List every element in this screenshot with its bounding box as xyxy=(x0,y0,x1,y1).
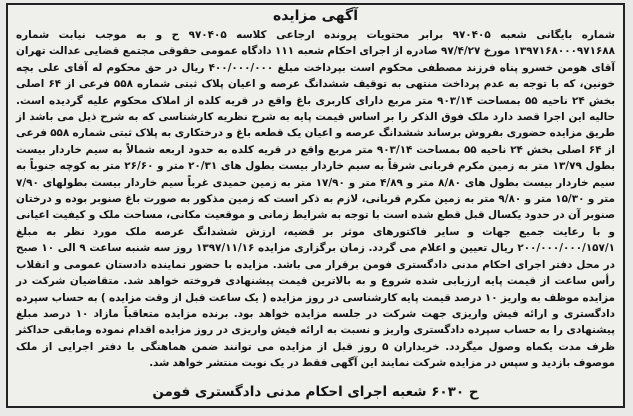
auction-notice xyxy=(6,3,625,408)
notice-title: آگهی مزایده xyxy=(272,8,358,24)
notice-footer: ح ۶۰۳۰ شعبه اجرای احکام مدنی دادگستری فومن xyxy=(152,384,479,400)
notice-body-text: شماره بایگانی شعبه ۹۷۰۴۰۵ برابر محتویات پرونده ارجاعی کلاسه ۹۷۰۴۰۵ ح و به موجب نیابت شماره ۱۳۹۷۱۶۸۰۰۰۹۷۱۶۸۸ مورخ ۹۷/۴/۲۷ صادره از اجرای احکام شعبه ۱۱۱ دادگاه عمومی حقوقی مجتمع قضایی عدالت تهران آقای هومن خسرو پناه فرزند مصطفی محکوم است بپرداخت مبلغ ۴۰۰/۰۰۰/۰۰۰ ریال در حق محکوم له آقای علی بچه خونین، که با توجه به عدم پرداخت منتهی به توقیف ششدانگ عرصه و اعیان پلاک ثبتی شماره ۵۵۸ فرعی از ۶۴ اصلی بخش ۲۴ ناحیه ۵۵ بمساحت ۹۰۳/۱۴ متر مربع دارای کاربری باغ واقع در قریه کلده از املاک محکوم علیه گردیده است. حالیه این اجرا قصد دارد ملک فوق الذکر را بر اساس قیمت پایه به شرح نظریه کارشناسی که به شرح ذیل می باشد از طریق مزایده حضوری بفروش برساند ششدانگ عرصه و اعیان یک قطعه باغ و درختکاری به پلاک ثبتی شماره ۵۵۸ فرعی از ۶۴ اصلی بخش ۲۴ ناحیه ۵۵ بمساحت ۹۰۳/۱۴ متر مربع واقع در قریه کلده به حدود اربعه شمالاً به سیم خاردار بیست بطول ۱۳/۷۹ متر به زمین مکرم قربانی شرقاً به سیم خاردار بیست بطول های ۲۰/۳۱ متر و ۲۶/۶۰ متر به کوچه جنوباً به سیم خاردار بیست بطول های ۸/۸۰ متر و ۴/۸۹ متر و ۱۷/۹۰ متر به زمین حمیدی غرباً سیم خاردار بیست بطولهای ۷/۹۰ متر و ۱۵/۳۰ متر و ۹/۸۰ متر به زمین مکرم قربانی، لازم به ذکر است که زمین مذکور به صورت باغ صنوبر بوده و درختان صنوبر آن در حدود یکسال قبل قطع شده است با توجه به شرایط زمانی و موقعیت مکانی، مساحت ملک و کیفیت اعیانی و با رعایت جمیع جهات و سایر فاکتورهای موثر بر قضیه، ارزش ششدانگ عرصه ملک مورد نظر به مبلغ ۲۰۰/۰۰۰/۰۰۰/۱۵۷/۱ ریال تعیین و اعلام می گردد. زمان برگزاری مزایده ۱۳۹۷/۱۱/۱۶ روز سه شنبه ساعت ۹ الی ۱۰ صبح در محل دفتر اجرای احکام مدنی دادگستری فومن برقرار می باشد. مزایده با حضور نماینده دادستان عمومی و انقلاب رأس ساعت از قیمت پایه ارزیابی شده شروع و به بالاترین قیمت پیشنهادی فروخته خواهد شد. متقاضیان شرکت در مزایده موظف به واریز ۱۰ درصد قیمت پایه کارشناسی در روز مزایده ( یک ساعت قبل از وقت مزایده ) به حساب سپرده دادگستری و ارائه فیش واریزی جهت شرکت در جلسه مزایده خواهد بود. برنده مزایده متعاقباً مازاد ۱۰ درصد مبلغ پیشنهادی را به حساب سپرده دادگستری واریز و نسبت به ارائه فیش واریزی در روز مزایده اقدام نموده ومابقی حداکثر ظرف مدت یکماه وصول میگردد. خریداران ۵ روز قبل از مزایده می توانند ضمن هماهنگی با دفتر اجرایی از ملک موصوف بازدید و سپس در مزایده شرکت نمایند این آگهی فقط در یک نوبت منتشر خواهد شد. xyxy=(16,29,616,370)
notice-body xyxy=(16,27,615,372)
